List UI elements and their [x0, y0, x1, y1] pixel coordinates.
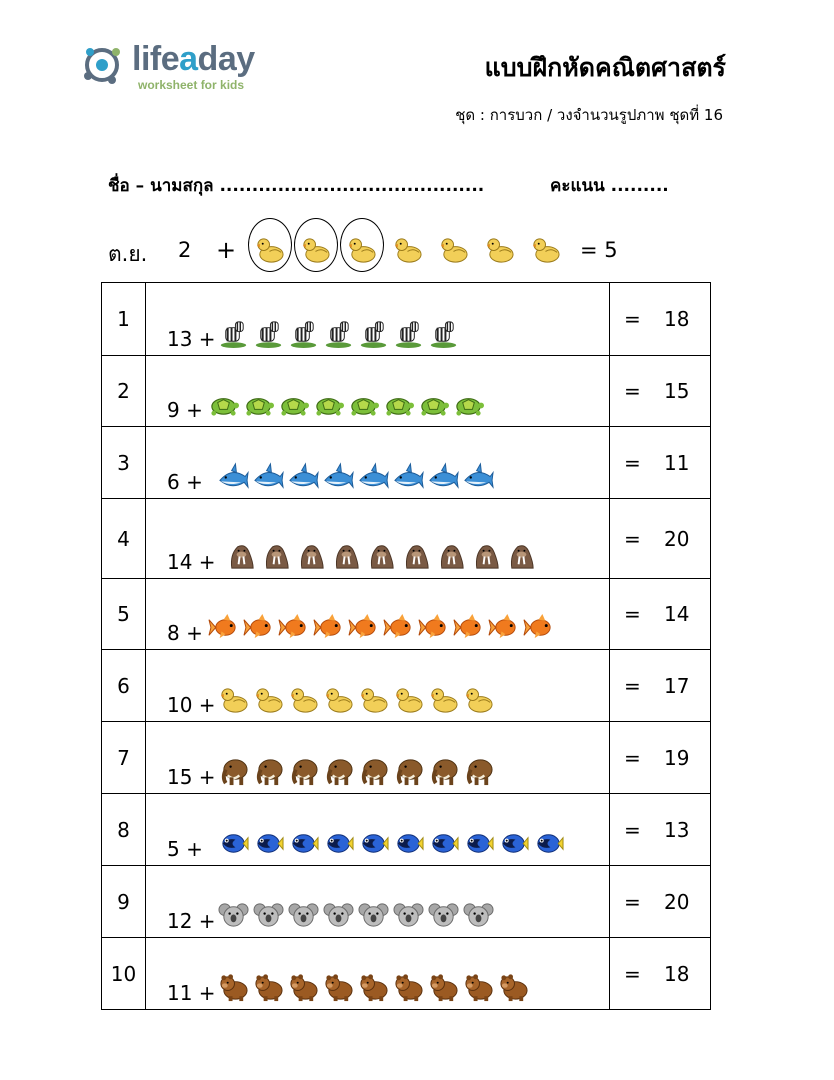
shark-icon: [358, 461, 389, 492]
answer-value: 15: [664, 379, 690, 403]
student-name-line: ชื่อ – นามสกุล .........................................: [108, 176, 485, 196]
walrus-icon: [261, 541, 292, 572]
bear-icon: [323, 972, 354, 1003]
shark-icon: [288, 461, 319, 492]
goldfish-icon: [383, 612, 414, 643]
walrus-icon: [436, 541, 467, 572]
problem-addend: 8 +: [167, 621, 203, 645]
problem-addend: 9 +: [167, 398, 203, 422]
equals-sign: =: [624, 307, 641, 331]
blue-fish-icon: [498, 828, 529, 859]
problem-number: 7: [102, 722, 146, 794]
blue-fish-icon: [463, 828, 494, 859]
problem-row: [102, 427, 711, 499]
problem-table: [101, 282, 711, 1010]
problem-number: 2: [102, 356, 146, 427]
koala-icon: [393, 900, 424, 931]
koala-icon: [288, 900, 319, 931]
picture-group: [218, 684, 494, 715]
duck-icon: [393, 684, 424, 715]
problem-number: 6: [102, 650, 146, 722]
duck-icon: [392, 234, 424, 266]
blue-fish-icon: [323, 828, 354, 859]
equals-sign: =: [624, 450, 641, 475]
answer-cell: [610, 650, 711, 722]
problem-cell: [146, 938, 610, 1010]
turtle-icon: [243, 389, 274, 420]
goldfish-icon: [313, 612, 344, 643]
example-label: ต.ย.: [108, 242, 148, 266]
koala-icon: [428, 900, 459, 931]
zebra-icon: [323, 318, 354, 349]
walrus-icon: [296, 541, 327, 572]
walrus-icon: [471, 541, 502, 572]
duck-icon: [253, 684, 284, 715]
picture-group: [208, 389, 484, 420]
duck-icon: [300, 234, 332, 266]
problem-addend: 6 +: [167, 470, 203, 494]
walrus-icon: [226, 541, 257, 572]
duck-icon: [323, 684, 354, 715]
turtle-icon: [208, 389, 239, 420]
answer-value: 11: [664, 450, 690, 475]
walrus-icon: [331, 541, 362, 572]
answer-value: 13: [664, 817, 690, 842]
bear-icon: [288, 972, 319, 1003]
problem-row: [102, 794, 711, 866]
walrus-icon: [401, 541, 432, 572]
answer-value: 18: [664, 307, 690, 331]
bear-icon: [253, 972, 284, 1003]
problem-cell: [146, 499, 610, 579]
problem-row: [102, 499, 711, 579]
problem-addend: 11 +: [167, 981, 216, 1005]
goldfish-icon: [453, 612, 484, 643]
problem-number: 1: [102, 283, 146, 356]
worksheet-title: แบบฝึกหัดคณิตศาสตร์: [484, 53, 726, 82]
walrus-icon: [366, 541, 397, 572]
logo-mark-icon: [82, 40, 132, 90]
answer-value: 19: [664, 745, 690, 770]
shark-icon: [428, 461, 459, 492]
blue-fish-icon: [253, 828, 284, 859]
example-row: [108, 218, 708, 282]
problem-cell: [146, 866, 610, 938]
equals-sign: =: [624, 961, 641, 986]
answer-cell: [610, 356, 711, 427]
problem-addend: 15 +: [167, 765, 216, 789]
duck-icon: [463, 684, 494, 715]
problem-number: 8: [102, 794, 146, 866]
answer-cell: [610, 499, 711, 579]
equals-sign: =: [624, 379, 641, 403]
problem-addend: 10 +: [167, 693, 216, 717]
answer-value: 17: [664, 673, 690, 698]
problem-cell: [146, 650, 610, 722]
problem-number: 10: [102, 938, 146, 1010]
bear-icon: [498, 972, 529, 1003]
blue-fish-icon: [288, 828, 319, 859]
picture-group: [218, 756, 494, 787]
shark-icon: [463, 461, 494, 492]
zebra-icon: [288, 318, 319, 349]
answer-value: 14: [664, 602, 690, 626]
turtle-icon: [418, 389, 449, 420]
problem-number: 9: [102, 866, 146, 938]
problem-cell: [146, 579, 610, 650]
shark-icon: [218, 461, 249, 492]
bear-icon: [428, 972, 459, 1003]
answer-value: 20: [664, 526, 690, 551]
equals-sign: =: [624, 673, 641, 698]
problem-number: 5: [102, 579, 146, 650]
duck-icon: [218, 684, 249, 715]
shark-icon: [393, 461, 424, 492]
equals-sign: =: [624, 745, 641, 770]
example-addend: 2: [178, 238, 192, 262]
duck-icon: [428, 684, 459, 715]
problem-row: [102, 722, 711, 794]
example-plus: +: [216, 236, 237, 264]
answer-cell: [610, 283, 711, 356]
picture-group: [218, 318, 459, 349]
turtle-icon: [278, 389, 309, 420]
problem-addend: 5 +: [167, 837, 203, 861]
picture-group: [208, 612, 554, 643]
picture-group: [226, 541, 537, 572]
answer-cell: [610, 938, 711, 1010]
equals-sign: =: [624, 526, 641, 551]
mammoth-icon: [463, 756, 494, 787]
problem-cell: [146, 283, 610, 356]
shark-icon: [253, 461, 284, 492]
problem-cell: [146, 722, 610, 794]
duck-icon: [438, 234, 470, 266]
bear-icon: [463, 972, 494, 1003]
turtle-icon: [383, 389, 414, 420]
goldfish-icon: [348, 612, 379, 643]
koala-icon: [358, 900, 389, 931]
zebra-icon: [218, 318, 249, 349]
walrus-icon: [506, 541, 537, 572]
answer-cell: [610, 794, 711, 866]
koala-icon: [253, 900, 284, 931]
blue-fish-icon: [533, 828, 564, 859]
goldfish-icon: [208, 612, 239, 643]
turtle-icon: [313, 389, 344, 420]
blue-fish-icon: [393, 828, 424, 859]
problem-row: [102, 283, 711, 356]
goldfish-icon: [418, 612, 449, 643]
problem-cell: [146, 356, 610, 427]
turtle-icon: [348, 389, 379, 420]
goldfish-icon: [278, 612, 309, 643]
bear-icon: [393, 972, 424, 1003]
picture-group: [218, 900, 494, 931]
problem-cell: [146, 794, 610, 866]
turtle-icon: [453, 389, 484, 420]
problem-number: 3: [102, 427, 146, 499]
worksheet-subtitle: ชุด : การบวก / วงจำนวนรูปภาพ ชุดที่ 16: [455, 106, 723, 124]
mammoth-icon: [218, 756, 249, 787]
score-line: คะแนน .........: [550, 176, 669, 196]
duck-icon: [358, 684, 389, 715]
zebra-icon: [428, 318, 459, 349]
shark-icon: [323, 461, 354, 492]
zebra-icon: [393, 318, 424, 349]
blue-fish-icon: [218, 828, 249, 859]
koala-icon: [323, 900, 354, 931]
problem-row: [102, 938, 711, 1010]
duck-icon: [530, 234, 562, 266]
problem-addend: 13 +: [167, 327, 216, 351]
duck-icon: [254, 234, 286, 266]
answer-cell: [610, 579, 711, 650]
bear-icon: [218, 972, 249, 1003]
problem-row: [102, 579, 711, 650]
koala-icon: [463, 900, 494, 931]
equals-sign: =: [624, 817, 641, 842]
example-equation: = 5: [580, 238, 618, 262]
problem-row: [102, 356, 711, 427]
blue-fish-icon: [358, 828, 389, 859]
mammoth-icon: [253, 756, 284, 787]
zebra-icon: [358, 318, 389, 349]
picture-group: [218, 461, 494, 492]
mammoth-icon: [428, 756, 459, 787]
goldfish-icon: [523, 612, 554, 643]
bear-icon: [358, 972, 389, 1003]
goldfish-icon: [488, 612, 519, 643]
problem-cell: [146, 427, 610, 499]
goldfish-icon: [243, 612, 274, 643]
answer-value: 18: [664, 961, 690, 986]
answer-value: 20: [664, 889, 690, 914]
mammoth-icon: [288, 756, 319, 787]
mammoth-icon: [393, 756, 424, 787]
duck-icon: [346, 234, 378, 266]
mammoth-icon: [323, 756, 354, 787]
equals-sign: =: [624, 889, 641, 914]
blue-fish-icon: [428, 828, 459, 859]
duck-icon: [288, 684, 319, 715]
mammoth-icon: [358, 756, 389, 787]
equals-sign: =: [624, 602, 641, 626]
answer-cell: [610, 427, 711, 499]
picture-group: [218, 828, 564, 859]
koala-icon: [218, 900, 249, 931]
duck-icon: [484, 234, 516, 266]
problem-row: [102, 650, 711, 722]
answer-cell: [610, 722, 711, 794]
problem-number: 4: [102, 499, 146, 579]
lifeaday-logo: [82, 38, 282, 98]
logo-wordmark: lifeaday: [132, 40, 255, 78]
problem-addend: 14 +: [167, 550, 216, 574]
problem-row: [102, 866, 711, 938]
logo-tagline: worksheet for kids: [138, 78, 245, 92]
picture-group: [218, 972, 529, 1003]
problem-addend: 12 +: [167, 909, 216, 933]
zebra-icon: [253, 318, 284, 349]
answer-cell: [610, 866, 711, 938]
